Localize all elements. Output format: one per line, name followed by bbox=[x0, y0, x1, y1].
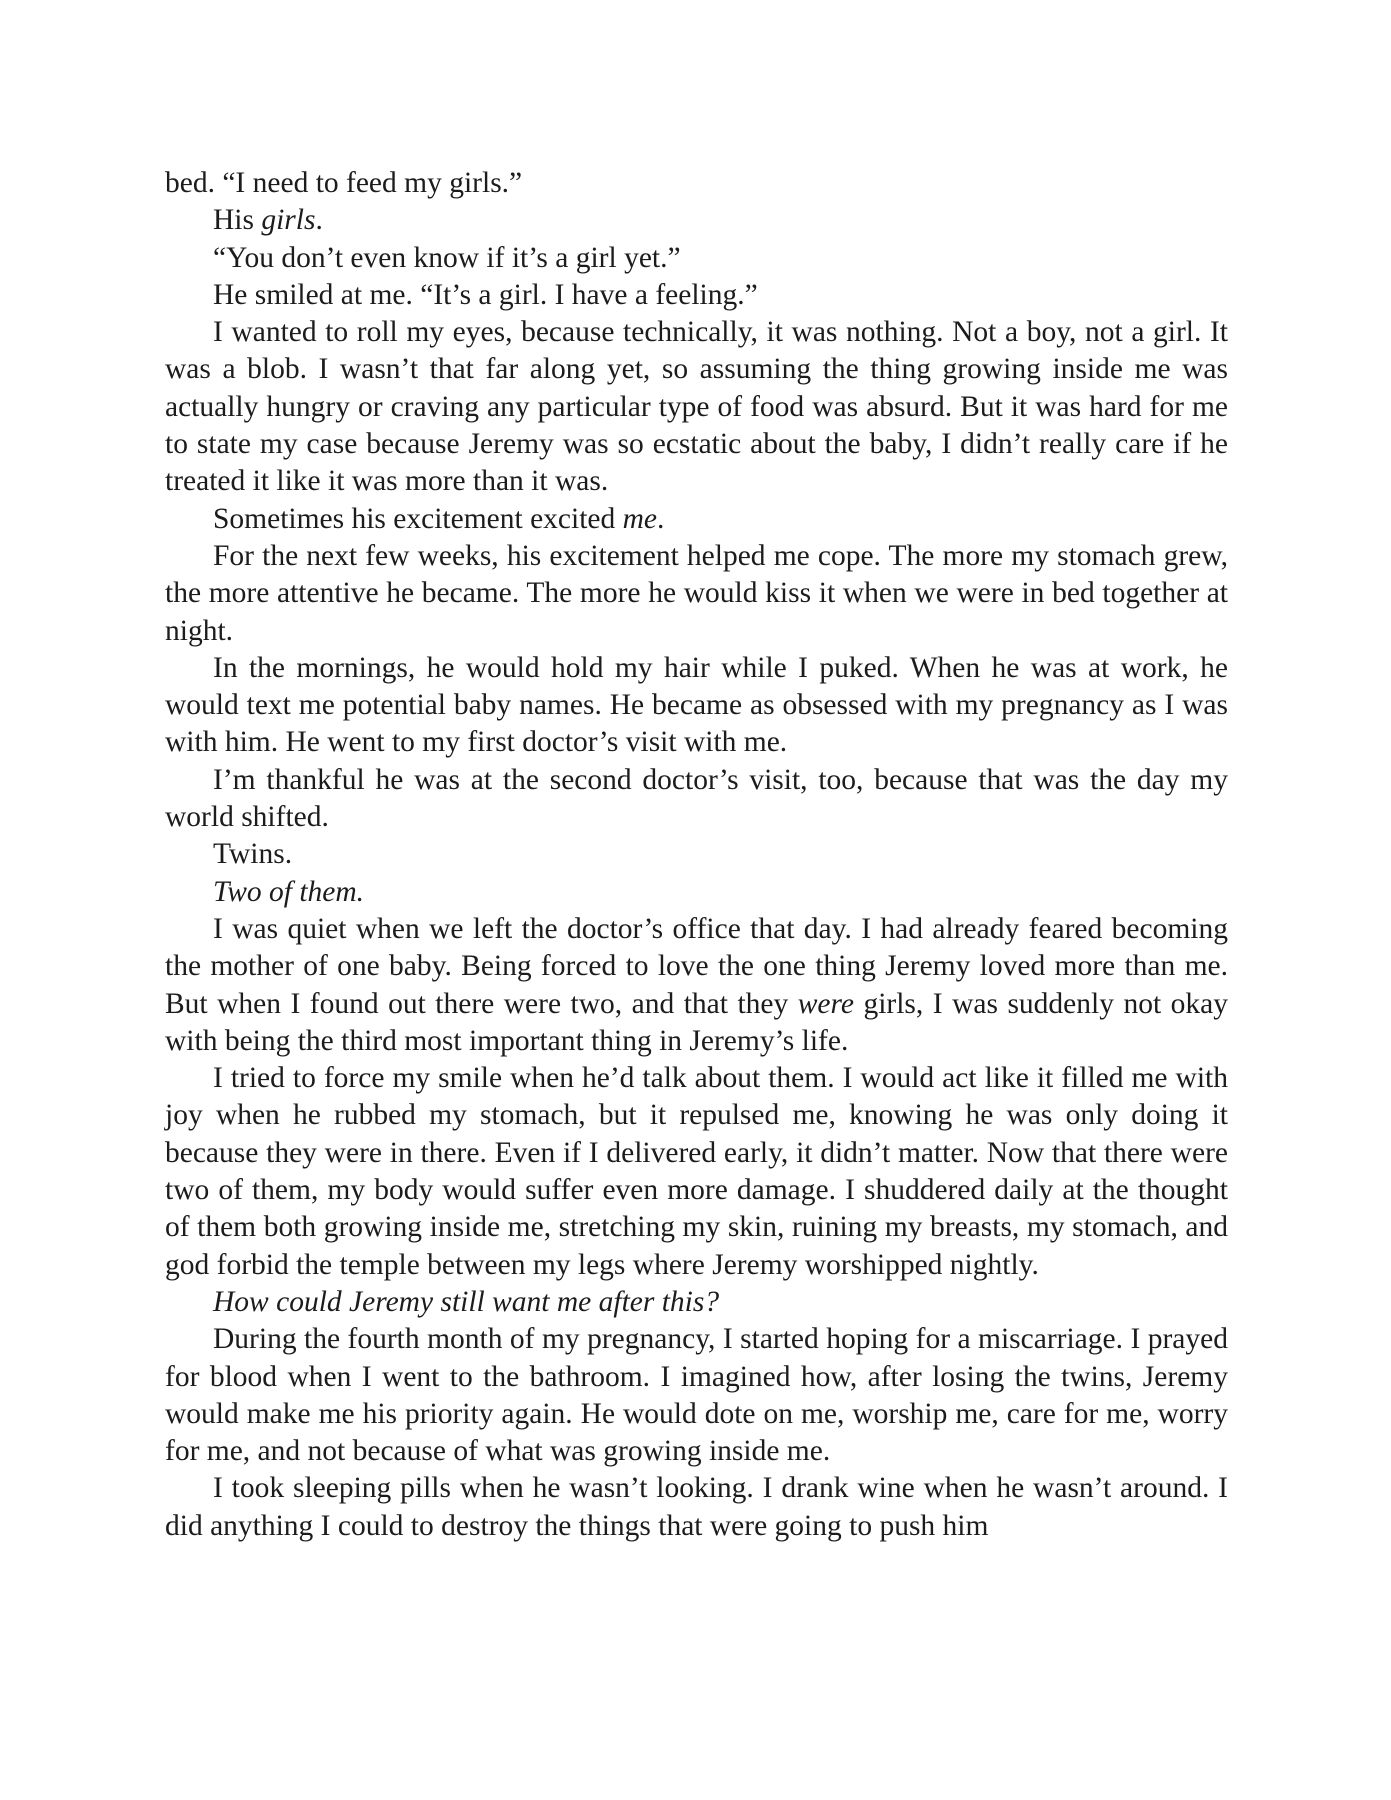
text-run: I was quiet when we left the doctor’s office that day. I had already feared becoming the mother of one baby. Being forced to love the one thing Jeremy loved more than me. But when I found out there were two, and that they bbox=[165, 912, 1228, 1020]
paragraph bbox=[165, 240, 1228, 277]
text-run: Twins. bbox=[213, 838, 293, 871]
text-run: During the fourth month of my pregnancy, I started hoping for a miscarriage. I prayed for blood when I went to the bathroom. I imagined how, after losing the twins, Jeremy would make me his priority again. He would dote on me, worship me, care for me, worry for me, and not because of what was growing inside me. bbox=[165, 1323, 1228, 1468]
text-run: . bbox=[657, 502, 665, 535]
page-body bbox=[165, 165, 1228, 1545]
text-run: Sometimes his excitement excited bbox=[213, 502, 623, 535]
paragraph bbox=[165, 1470, 1228, 1545]
text-run: In the mornings, he would hold my hair while I puked. When he was at work, he would text me potential baby names. He became as obsessed with my pregnancy as I was with him. He went to my first doctor’s visit with me. bbox=[165, 651, 1228, 759]
text-run: I’m thankful he was at the second doctor’s visit, too, because that was the day my world shifted. bbox=[165, 763, 1228, 834]
italic-text: were bbox=[797, 987, 854, 1020]
paragraph bbox=[165, 165, 1228, 202]
paragraph bbox=[165, 836, 1228, 873]
paragraph bbox=[165, 277, 1228, 314]
paragraph bbox=[165, 1284, 1228, 1321]
italic-text: Two of them. bbox=[213, 875, 365, 908]
paragraph bbox=[165, 762, 1228, 837]
paragraph bbox=[165, 202, 1228, 239]
text-run: I took sleeping pills when he wasn’t looking. I drank wine when he wasn’t around. I did anything I could to destroy the things that were going to push him bbox=[165, 1472, 1228, 1542]
text-run: . bbox=[315, 204, 323, 237]
paragraph bbox=[165, 1321, 1228, 1470]
text-run: I tried to force my smile when he’d talk about them. I would act like it filled me with joy when he rubbed my stomach, but it repulsed me, knowing he was only doing it because they were in there. Even if I delivered early, it didn’t matter. Now that there were two of them, my body would suffer even more damage. I shuddered daily at the thought of them both growing inside me, stretching my skin, ruining my breasts, my stomach, and god forbid the temple between my legs where Jeremy worshipped nightly. bbox=[165, 1062, 1228, 1281]
text-run: bed. “I need to feed my girls.” bbox=[165, 167, 523, 199]
paragraph bbox=[165, 874, 1228, 911]
paragraph bbox=[165, 1060, 1228, 1284]
text-run: “You don’t even know if it’s a girl yet.” bbox=[213, 241, 681, 274]
italic-text: How could Jeremy still want me after this? bbox=[213, 1285, 720, 1318]
paragraph bbox=[165, 501, 1228, 538]
italic-text: girls bbox=[261, 204, 316, 237]
text-run: girls, I was suddenly not okay with being the third most important thing in Jeremy’s life. bbox=[165, 987, 1228, 1057]
italic-text: me bbox=[622, 502, 658, 535]
paragraph bbox=[165, 314, 1228, 500]
text-run: He smiled at me. “It’s a girl. I have a feeling.” bbox=[213, 278, 758, 311]
paragraph bbox=[165, 650, 1228, 762]
text-run: For the next few weeks, his excitement helped me cope. The more my stomach grew, the more attentive he became. The more he would kiss it when we were in bed together at night. bbox=[165, 539, 1228, 647]
text-run: I wanted to roll my eyes, because technically, it was nothing. Not a boy, not a girl. It was a blob. I wasn’t that far along yet, so assuming the thing growing inside me was actually hungry or craving any particular type of food was absurd. But it was hard for me to state my case because Jeremy was so ecstatic about the baby, I didn’t really care if he treated it like it was more than it was. bbox=[165, 316, 1228, 498]
text-run: His bbox=[213, 204, 262, 237]
paragraph bbox=[165, 538, 1228, 650]
paragraph bbox=[165, 911, 1228, 1060]
